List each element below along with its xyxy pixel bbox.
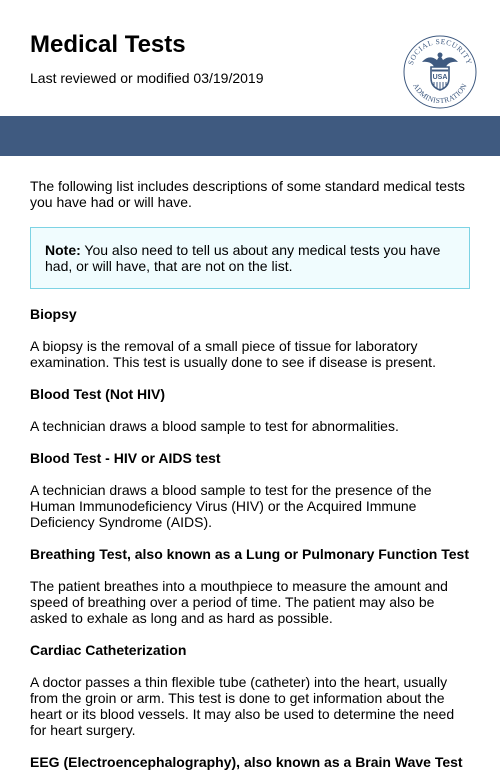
svg-text:USA: USA xyxy=(432,74,448,81)
test-title-blood-test: Blood Test (Not HIV) xyxy=(30,386,166,402)
note-text: You also need to tell us about any medical tests you have had, or will have, that are not on the list. xyxy=(45,242,441,274)
test-title-eeg: EEG (Electroencephalography), also known as a Brain Wave Test xyxy=(30,754,463,770)
header-bar xyxy=(0,116,500,156)
note-box xyxy=(30,227,470,289)
test-description-blood-test: A technician draws a blood sample to test for abnormalities. xyxy=(30,418,399,434)
ssa-logo xyxy=(402,34,478,110)
note-label: Note: xyxy=(45,242,81,258)
test-title-cardiac-catheterization: Cardiac Catheterization xyxy=(30,642,187,658)
test-description-breathing-test: The patient breathes into a mouthpiece to measure the amount and speed of breathing over a period of time. The patient may also be asked to exhale as long and as hard as possible. xyxy=(30,578,448,626)
page-title: Medical Tests xyxy=(30,31,186,58)
last-reviewed-date: Last reviewed or modified 03/19/2019 xyxy=(30,70,264,86)
test-description-hiv-test: A technician draws a blood sample to test for the presence of the Human Immunodeficiency Virus (HIV) or the Acquired Immune Deficiency Syndrome (AIDS). xyxy=(30,482,432,530)
svg-text:ADMINISTRATION: ADMINISTRATION xyxy=(411,81,469,106)
intro-text: The following list includes descriptions of some standard medical tests you have had or will have. xyxy=(30,178,465,210)
test-description-cardiac-catheterization: A doctor passes a thin flexible tube (catheter) into the heart, usually from the groin or arm. This test is done to get information about the heart or its blood vessels. It may also be used to determine the need for heart surgery. xyxy=(30,674,455,738)
test-title-hiv-test: Blood Test - HIV or AIDS test xyxy=(30,450,221,466)
test-title-biopsy: Biopsy xyxy=(30,306,77,322)
svg-text:SOCIAL SECURITY: SOCIAL SECURITY xyxy=(406,36,474,67)
main-content xyxy=(30,156,470,770)
test-description-biopsy: A biopsy is the removal of a small piece of tissue for laboratory examination. This test is usually done to see if disease is present. xyxy=(30,338,436,370)
page-header xyxy=(0,0,500,116)
test-title-breathing-test: Breathing Test, also known as a Lung or Pulmonary Function Test xyxy=(30,546,469,562)
